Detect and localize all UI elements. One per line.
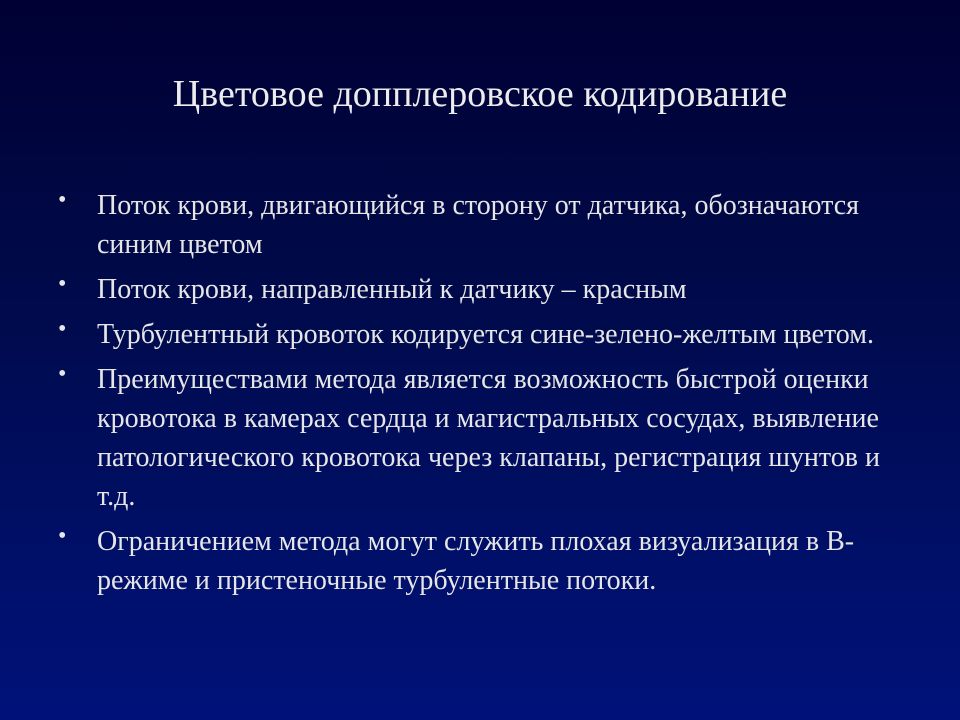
bullet-item <box>58 315 908 354</box>
bullet-dot-icon: • <box>58 271 67 297</box>
bullet-text: Ограничением метода могут служить плохая визуализация в В-режиме и пристеночные турбулентные потоки. <box>97 526 855 596</box>
bullet-text: Турбулентный кровоток кодируется сине-зелено-желтым цветом. <box>97 319 874 350</box>
bullet-text: Поток крови, направленный к датчику – красным <box>97 274 687 305</box>
bullet-dot-icon: • <box>58 523 67 549</box>
bullet-dot-icon: • <box>58 316 67 342</box>
bullet-item <box>58 270 908 309</box>
slide-title: Цветовое допплеровское кодирование <box>172 73 788 115</box>
bullet-text: Преимуществами метода является возможность быстрой оценки кровотока в камерах сердца и магистральных сосудах, выявление патологического кровотока через клапаны, регистрация шунтов и т.д. <box>97 364 880 512</box>
bullet-item <box>58 360 908 516</box>
bullet-text: Поток крови, двигающийся в сторону от датчика, обозначаются синим цветом <box>97 190 860 260</box>
bullet-dot-icon: • <box>58 361 67 387</box>
bullet-item <box>58 522 908 600</box>
bullet-list <box>58 186 908 606</box>
bullet-item <box>58 186 908 264</box>
bullet-dot-icon: • <box>58 187 67 213</box>
